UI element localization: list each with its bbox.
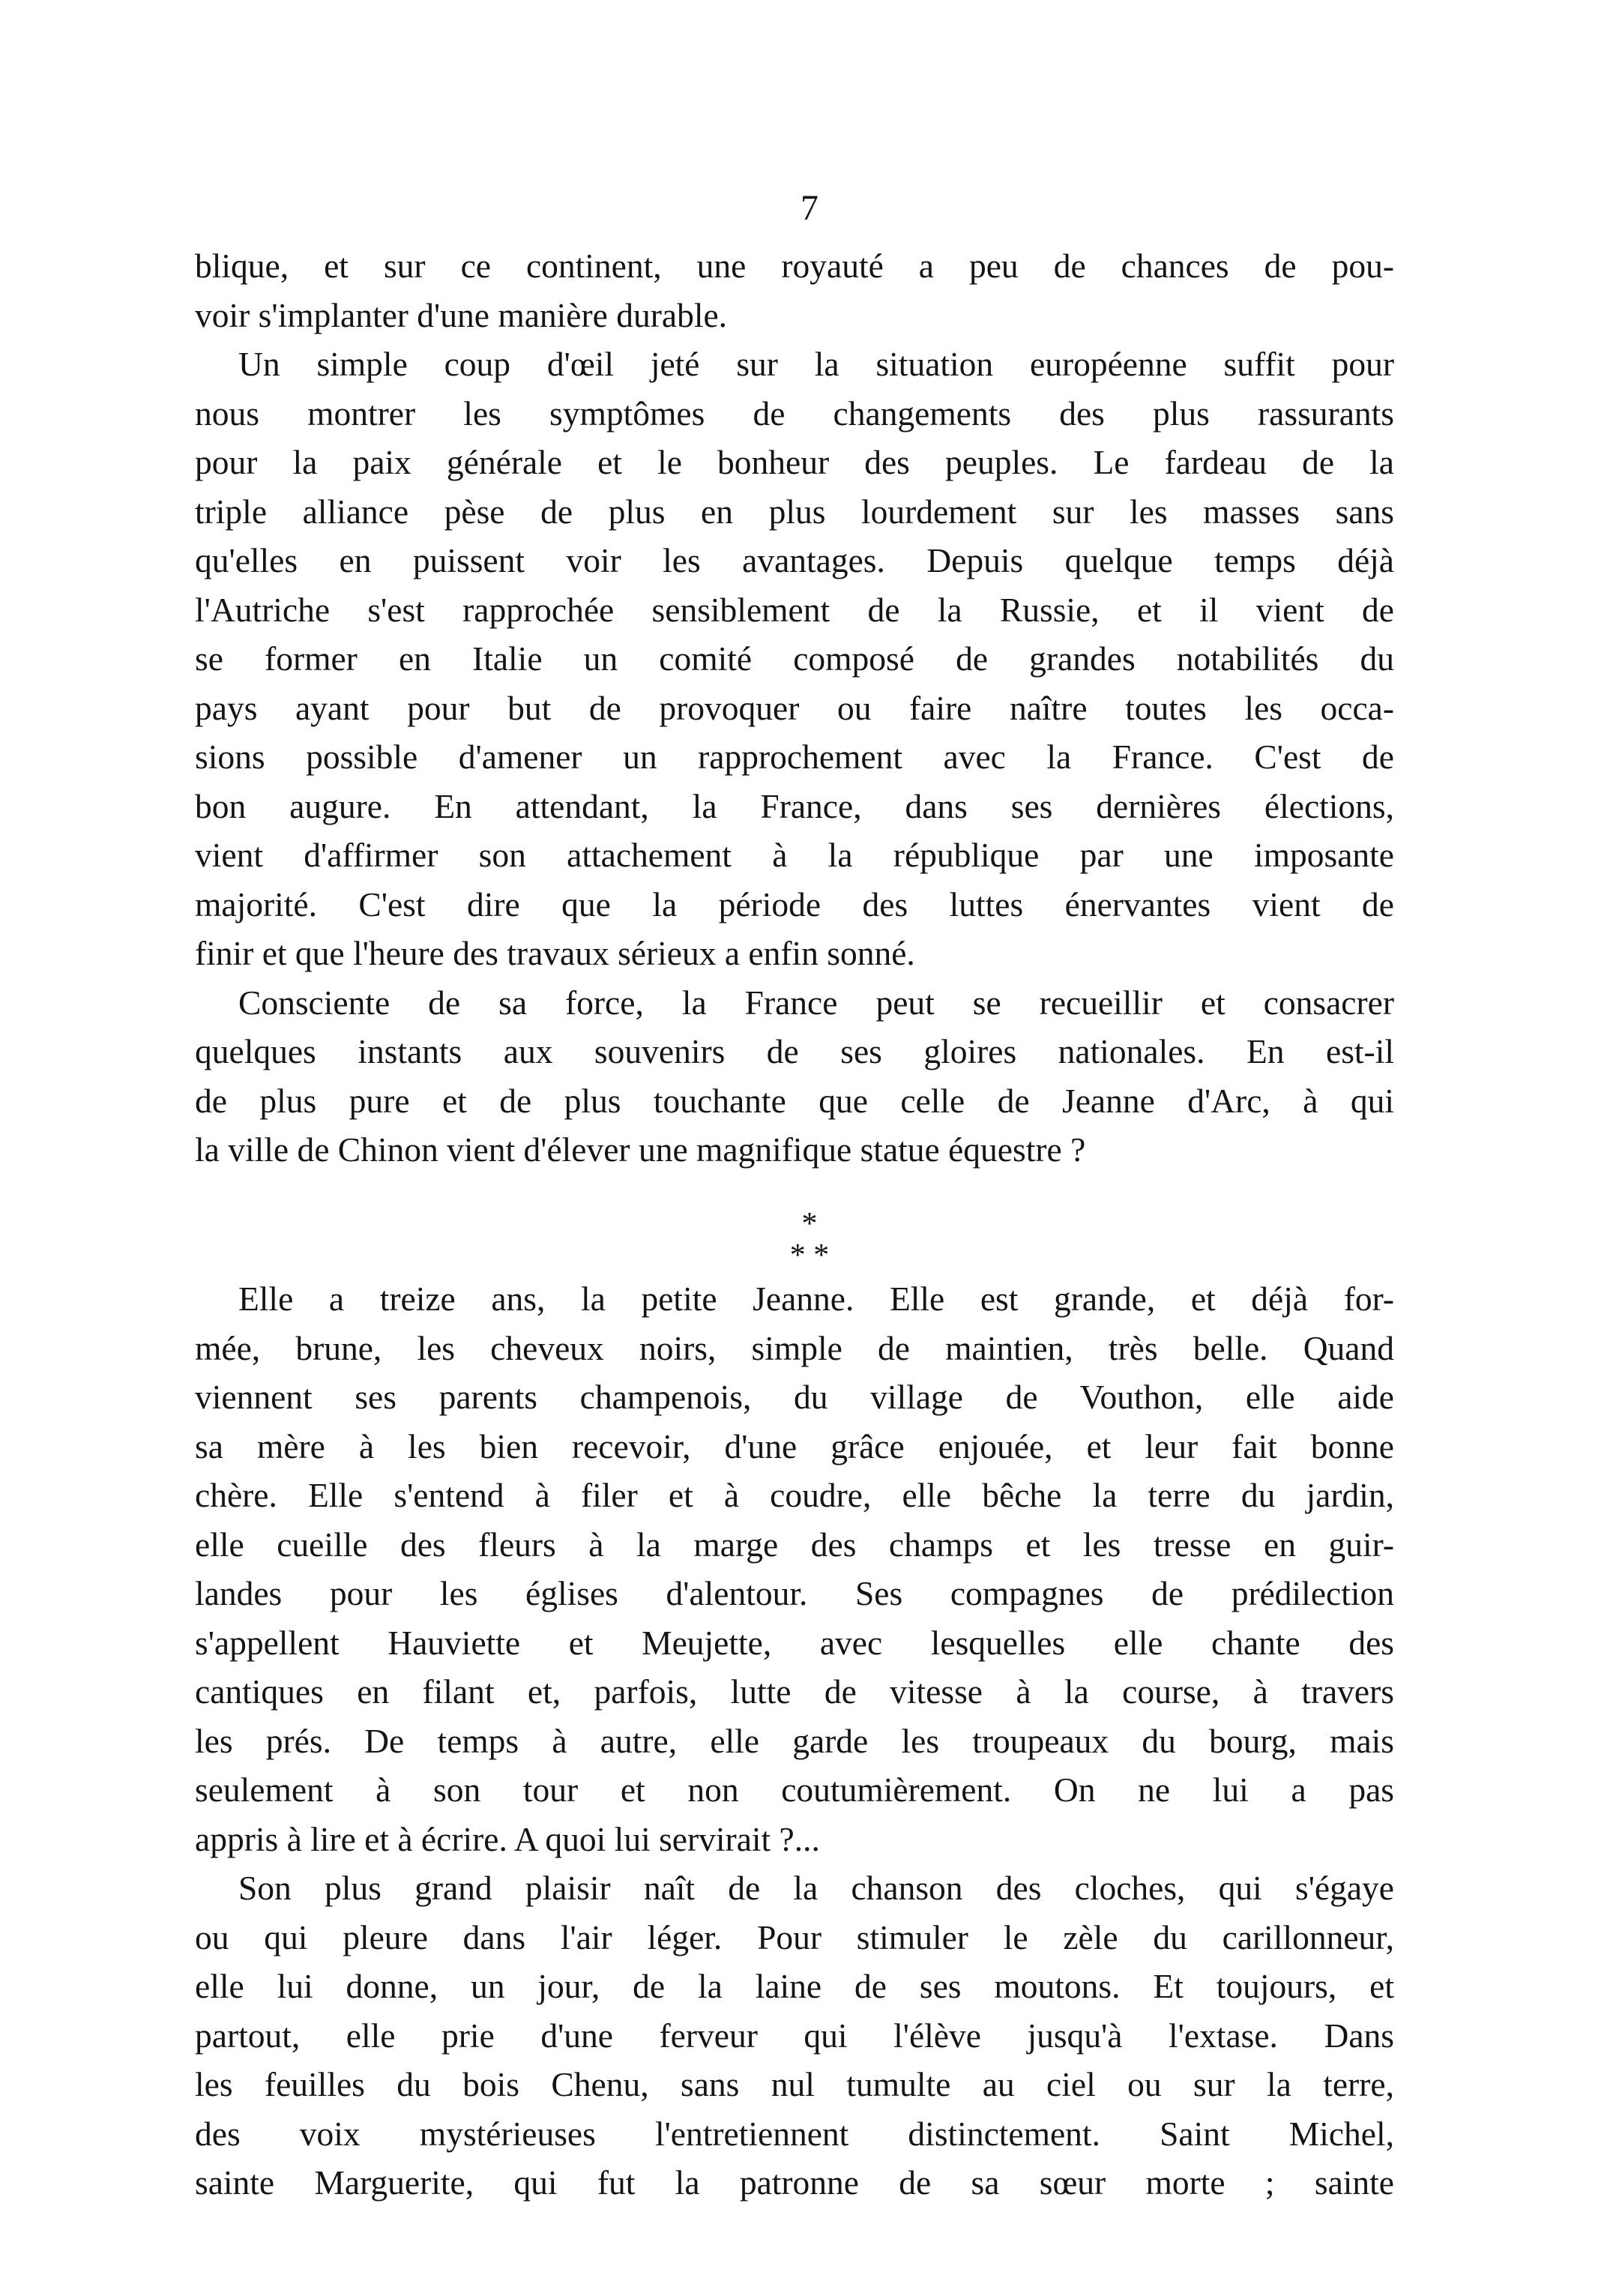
text-line: de plus pure et de plus touchante que celle de Jeanne d'Arc, à qui (195, 1081, 1394, 1120)
text-line: landes pour les églises d'alentour. Ses compagnes de prédilection (195, 1574, 1394, 1612)
text-line: sa mère à les bien recevoir, d'une grâce enjouée, et leur fait bonne (195, 1426, 1394, 1465)
text-line: appris à lire et à écrire. A quoi lui servirait ?... (195, 1819, 820, 1858)
text-line: elle lui donne, un jour, de la laine de ses moutons. Et toujours, et (195, 1967, 1394, 2005)
text-block-top (195, 241, 1394, 1175)
text-line: se former en Italie un comité composé de grandes notabilités du (195, 639, 1394, 678)
text-line: seulement à son tour et non coutumièrement. On ne lui a pas (195, 1771, 1394, 1809)
text-line: vient d'affirmer son attachement à la république par une imposante (195, 836, 1394, 874)
text-line: chère. Elle s'entend à filer et à coudre, elle bêche la terre du jardin, (195, 1476, 1394, 1514)
text-line: Son plus grand plaisir naît de la chanson des cloches, qui s'égaye (238, 1869, 1394, 1907)
text-line: sions possible d'amener un rapprochement avec la France. C'est de (195, 738, 1394, 776)
paragraph (195, 1863, 1394, 2208)
text-line: Un simple coup d'œil jeté sur la situation européenne suffit pour (238, 345, 1394, 383)
text-line: bon augure. En attendant, la France, dans ses dernières élections, (195, 786, 1394, 825)
text-line: quelques instants aux souvenirs de ses gloires nationales. En est-il (195, 1032, 1394, 1070)
text-line: les prés. De temps à autre, elle garde les troupeaux du bourg, mais (195, 1721, 1394, 1760)
page-number: 7 (801, 188, 818, 228)
text-line: la ville de Chinon vient d'élever une magnifique statue équestre ? (195, 1130, 1086, 1169)
text-line: elle cueille des fleurs à la marge des champs et les tresse en guir- (195, 1525, 1394, 1564)
text-line: pour la paix générale et le bonheur des peuples. Le fardeau de la (195, 443, 1394, 481)
paragraph (195, 340, 1394, 978)
paragraph (195, 978, 1394, 1175)
text-line: nous montrer les symptômes de changements des plus rassurants (195, 394, 1394, 433)
text-line: l'Autriche s'est rapprochée sensiblement de la Russie, et il vient de (195, 590, 1394, 629)
text-line: viennent ses parents champenois, du village de Vouthon, elle aide (195, 1378, 1394, 1416)
text-line: partout, elle prie d'une ferveur qui l'élève jusqu'à l'extase. Dans (195, 2016, 1394, 2055)
section-separator (0, 1208, 1619, 1276)
text-line: voir s'implanter d'une manière durable. (195, 295, 728, 334)
text-line: cantiques en filant et, parfois, lutte de vitesse à la course, à travers (195, 1672, 1394, 1711)
text-line: des voix mystérieuses l'entretiennent distinctement. Saint Michel, (195, 2114, 1394, 2153)
paragraph (195, 1274, 1394, 1863)
text-line: Elle a treize ans, la petite Jeanne. Elle est grande, et déjà for- (238, 1280, 1394, 1318)
text-line: ou qui pleure dans l'air léger. Pour stimuler le zèle du carillonneur, (195, 1917, 1394, 1956)
text-line: qu'elles en puissent voir les avantages. Depuis quelque temps déjà (195, 541, 1394, 579)
separator-asterisks-bottom: * * (789, 1238, 830, 1273)
separator-asterisk-top: * (801, 1207, 818, 1241)
text-line: s'appellent Hauviette et Meujette, avec lesquelles elle chante des (195, 1623, 1394, 1662)
text-line: pays ayant pour but de provoquer ou faire naître toutes les occa- (195, 688, 1394, 727)
text-line: mée, brune, les cheveux noirs, simple de maintien, très belle. Quand (195, 1328, 1394, 1367)
text-line: finir et que l'heure des travaux sérieux a enfin sonné. (195, 934, 915, 972)
text-block-bottom (195, 1274, 1394, 2208)
paragraph (195, 241, 1394, 340)
text-line: triple alliance pèse de plus en plus lourdement sur les masses sans (195, 492, 1394, 531)
text-line: blique, et sur ce continent, une royauté a peu de chances de pou- (195, 247, 1394, 285)
text-line: Consciente de sa force, la France peut se recueillir et consacrer (238, 983, 1394, 1022)
text-line: majorité. C'est dire que la période des luttes énervantes vient de (195, 885, 1394, 923)
text-line: les feuilles du bois Chenu, sans nul tumulte au ciel ou sur la terre, (195, 2065, 1394, 2103)
text-line: sainte Marguerite, qui fut la patronne de sa sœur morte ; sainte (195, 2163, 1394, 2202)
